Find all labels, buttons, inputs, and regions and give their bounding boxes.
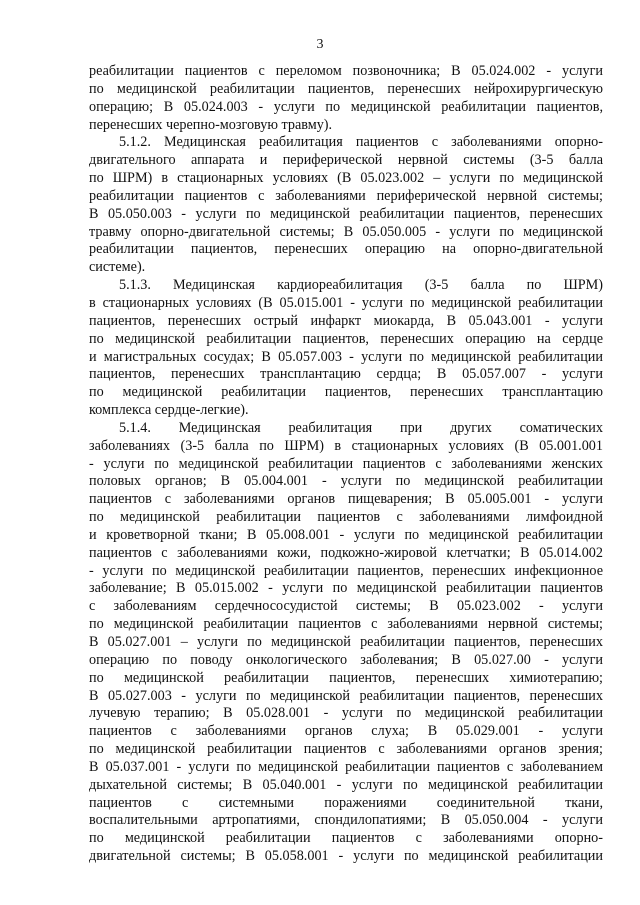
text-line: - услуги по медицинской реабилитации пациентов с заболеваниями женских	[89, 455, 603, 472]
text-line: реабилитации пациентов с заболеваниями периферической нервной системы;	[89, 187, 603, 204]
text-line: - услуги по медицинской реабилитации пациентов, перенесших инфекционное	[89, 562, 603, 579]
text-line: двигательной системы; В 05.058.001 - услуги по медицинской реабилитации	[89, 848, 603, 865]
text-line: 5.1.4. Медицинская реабилитация при других соматических	[119, 419, 603, 436]
text-line: пациентов, перенесших трансплантацию сердца; В 05.057.007 - услуги	[89, 366, 603, 383]
text-line: двигательного аппарата и периферической нервной системы (3-5 балла	[89, 152, 603, 169]
text-line: в стационарных условиях (В 05.015.001 - услуги по медицинской реабилитации	[89, 294, 603, 311]
text-line: по медицинской реабилитации пациентов, перенесших трансплантацию	[89, 384, 603, 401]
text-line: пациентов, перенесших острый инфаркт миокарда, В 05.043.001 - услуги	[89, 312, 603, 329]
text-line: дыхательной системы; В 05.040.001 - услуги по медицинской реабилитации	[89, 776, 603, 793]
text-line: лучевую терапию; В 05.028.001 - услуги по медицинской реабилитации	[89, 705, 603, 722]
text-line: В 05.027.003 - услуги по медицинской реабилитации пациентов, перенесших	[89, 687, 603, 704]
text-line: В 05.037.001 - услуги по медицинской реабилитации пациентов с заболеванием	[89, 758, 603, 775]
text-line: 5.1.3. Медицинская кардиореабилитация (3-5 балла по ШРМ)	[119, 277, 603, 294]
text-line: по ШРМ) в стационарных условиях (В 05.023.002 – услуги по медицинской	[89, 170, 603, 187]
text-line: заболевание; В 05.015.002 - услуги по медицинской реабилитации пациентов	[89, 580, 603, 597]
text-line: по медицинской реабилитации пациентов с заболеваниями нервной системы;	[89, 616, 603, 633]
text-line: реабилитации пациентов, перенесших операцию на опорно-двигательной	[89, 241, 603, 258]
page-number: 3	[316, 37, 324, 52]
text-line: половых органов; В 05.004.001 - услуги по медицинской реабилитации	[89, 473, 603, 490]
text-line: травму опорно-двигательной системы; В 05.050.005 - услуги по медицинской	[89, 223, 603, 240]
text-line: по медицинской реабилитации пациентов с заболеваниями органов зрения;	[89, 741, 603, 758]
text-line: с заболеваниям сердечнососудистой системы; В 05.023.002 - услуги	[89, 598, 603, 615]
text-line: по медицинской реабилитации пациентов с заболеваниями опорно-	[89, 830, 603, 847]
text-line: 5.1.2. Медицинская реабилитация пациентов с заболеваниями опорно-	[119, 134, 603, 151]
text-line: комплекса сердце-легкие).	[89, 402, 249, 419]
text-line: В 05.050.003 - услуги по медицинской реабилитации пациентов, перенесших	[89, 205, 603, 222]
text-line: пациентов с заболеваниями кожи, подкожно-жировой клетчатки; В 05.014.002	[89, 544, 603, 561]
text-line: и кроветворной ткани; В 05.008.001 - услуги по медицинской реабилитации	[89, 526, 603, 543]
text-line: пациентов с заболеваниями органов слуха; В 05.029.001 - услуги	[89, 723, 603, 740]
text-line: перенесших черепно-мозговую травму).	[89, 116, 333, 133]
text-line: по медицинской реабилитации пациентов с заболеваниями лимфоидной	[89, 509, 603, 526]
text-line: по медицинской реабилитации пациентов, перенесших нейрохирургическую	[89, 80, 603, 97]
text-line: пациентов с заболеваниями органов пищеварения; В 05.005.001 - услуги	[89, 491, 603, 508]
text-line: заболеваниях (3-5 балла по ШРМ) в стационарных условиях (В 05.001.001	[89, 437, 603, 454]
text-line: реабилитации пациентов с переломом позвоночника; В 05.024.002 - услуги	[89, 63, 603, 79]
text-line: В 05.027.001 – услуги по медицинской реабилитации пациентов, перенесших	[89, 634, 603, 650]
text-line: операцию; В 05.024.003 - услуги по медицинской реабилитации пациентов,	[89, 98, 603, 115]
document-body	[89, 63, 603, 866]
text-line: системе).	[89, 259, 146, 276]
text-line: и магистральных сосудах; В 05.057.003 - услуги по медицинской реабилитации	[89, 348, 603, 365]
text-line: воспалительными артропатиями, спондилопатиями; В 05.050.004 - услуги	[89, 812, 603, 829]
text-line: по медицинской реабилитации пациентов, перенесших химиотерапию;	[89, 669, 603, 686]
text-line: по медицинской реабилитации пациентов, перенесших операцию на сердце	[89, 330, 603, 347]
text-line: пациентов с системными поражениями соединительной ткани,	[89, 794, 603, 811]
text-line: операцию по поводу онкологического заболевания; В 05.027.00 - услуги	[89, 651, 603, 668]
